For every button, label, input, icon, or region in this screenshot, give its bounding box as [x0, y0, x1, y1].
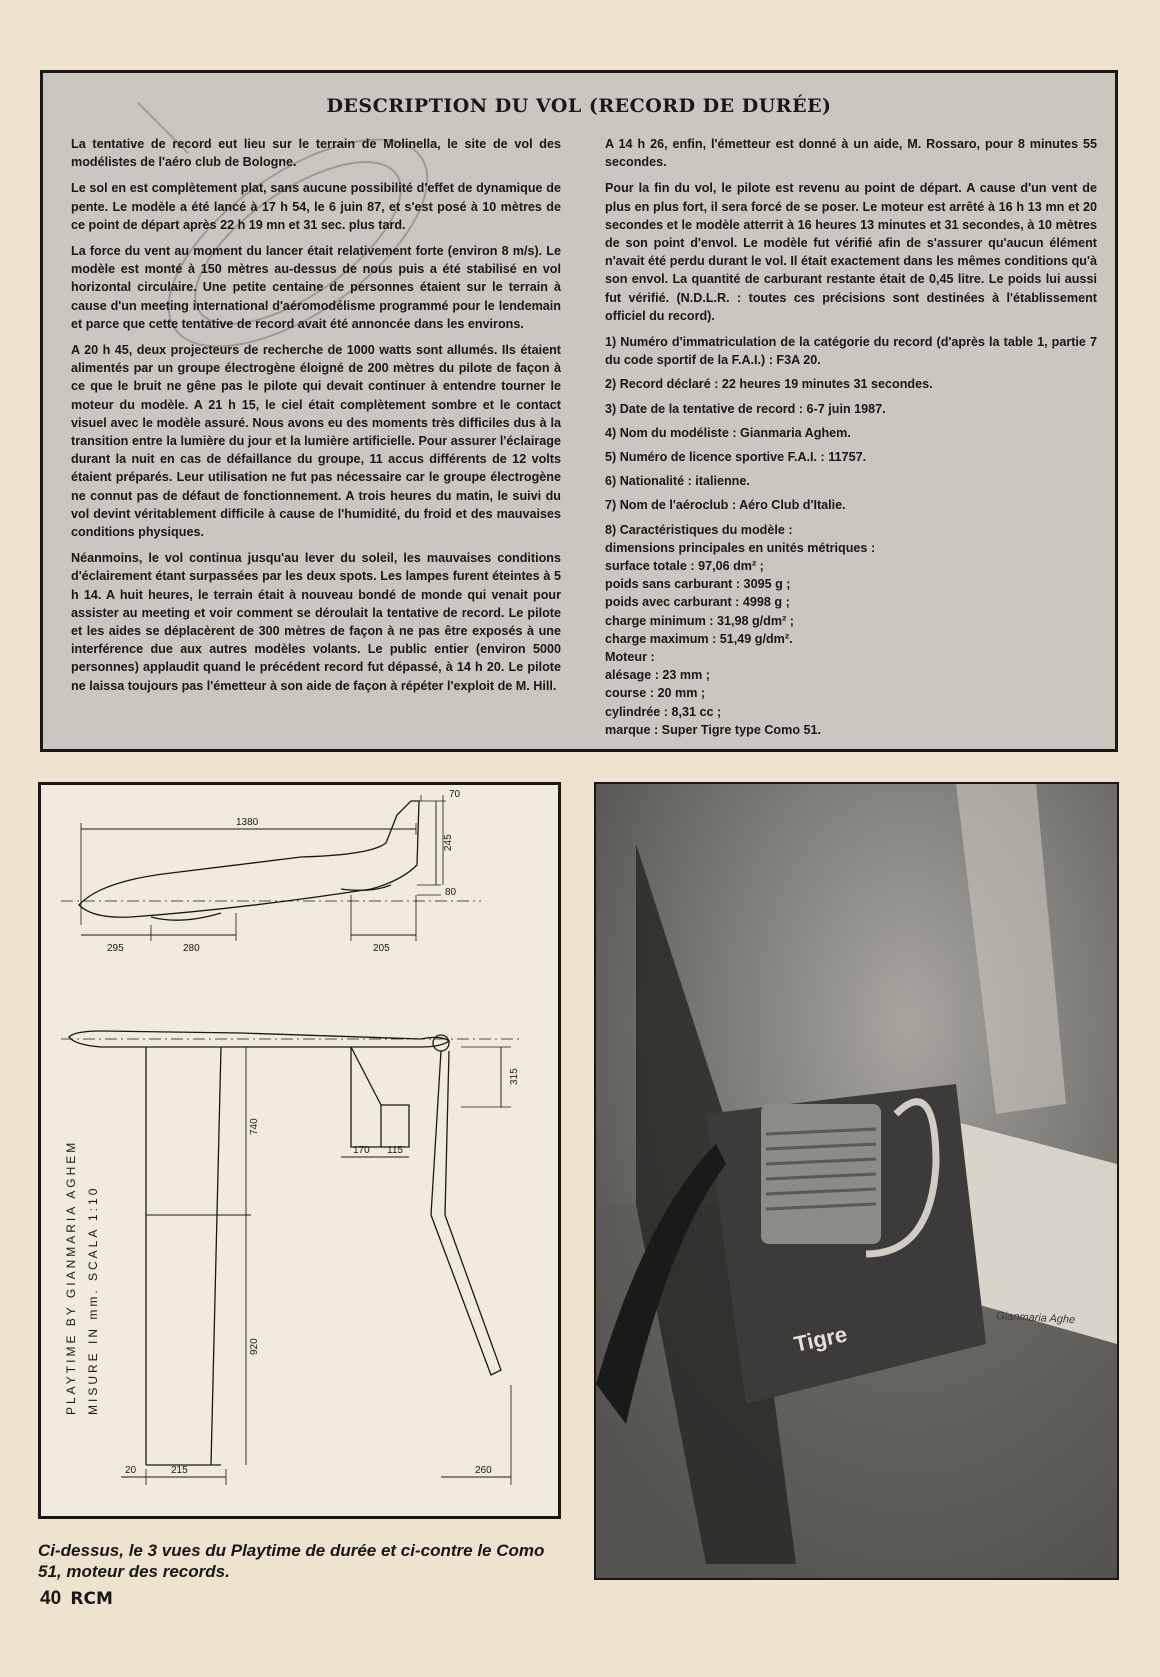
- dim-label: 20: [125, 1465, 137, 1476]
- spec-line: 8) Caractéristiques du modèle :: [605, 522, 793, 537]
- paragraph: Le sol en est complètement plat, sans aucune possibilité d'effet de dynamique de pente. Le modèle a été lancé à 17 h 54, le 6 juin 87, et s'est posé à 10 mètres de ce point de départ après 22 h 19 mn et 31 sec. plus tard.: [71, 181, 561, 232]
- engine-photo: [594, 782, 1119, 1580]
- engine-label: Tigre: [791, 1321, 850, 1357]
- dim-label: 295: [107, 943, 124, 954]
- record-item: 1) Numéro d'immatriculation de la catégorie du record (d'après la table 1, partie 7 du code sportif de la F.A.I.) : F3A 20.: [605, 335, 1097, 368]
- dim-label: 245: [443, 834, 454, 851]
- dim-label: 115: [387, 1145, 403, 1156]
- article-title: DESCRIPTION DU VOL (RECORD DE DURÉE): [326, 95, 832, 117]
- spec-line: course : 20 mm ;: [605, 686, 706, 701]
- drawing-credit: PLAYTIME BY GIANMARIA AGHEM: [64, 1139, 78, 1415]
- spec-line: poids avec carburant : 4998 g ;: [605, 595, 790, 610]
- dim-label: 205: [373, 943, 390, 954]
- paragraph: La tentative de record eut lieu sur le terrain de Molinella, le site de vol des modélistes de l'aéro club de Bologne.: [71, 137, 561, 170]
- spec-line: surface totale : 97,06 dm² ;: [605, 559, 764, 574]
- spec-list: [605, 521, 1097, 739]
- paragraph: La force du vent au moment du lancer était relativement forte (environ 8 m/s). Le modèle est monté à 150 mètres au-dessus de nous puis a été stabilisé en vol horizontal circulaire. Une petite centaine de personnes étaient sur le terrain à cause d'un meeting international d'aéromodélisme programmé pour le lendemain et parce que cette tentative de record avait été annoncée dans les environs.: [71, 244, 561, 331]
- spec-line: poids sans carburant : 3095 g ;: [605, 577, 791, 592]
- record-item: 6) Nationalité : italienne.: [605, 474, 750, 489]
- record-item: 2) Record déclaré : 22 heures 19 minutes 31 secondes.: [605, 377, 933, 392]
- dim-label: 280: [183, 943, 200, 954]
- dim-length: 1380: [236, 817, 259, 828]
- record-item: 4) Nom du modéliste : Gianmaria Aghem.: [605, 425, 851, 440]
- left-column: [71, 135, 561, 703]
- dim-label: 740: [249, 1118, 260, 1135]
- paragraph: Pour la fin du vol, le pilote est revenu au point de départ. A cause d'un vent de plus en plus fort, il sera forcé de se poser. Le moteur est arrêté à 16 h 13 mn et 20 secondes et le modèle atterrit à 16 heures 13 minutes et 31 secondes, à 10 mètres de son point d'envol. Le modèle fut vérifié afin de s'assurer qu'aucun élément n'avait été perdu durant le vol. Il était exactement dans les mêmes conditions qu'à son envol. La quantité de carburant restante était de 0,45 litre. Le poids lui aussi fut vérifié. (N.D.L.R. : toutes ces précisions sont destinées à l'établissement officiel du record).: [605, 181, 1097, 323]
- paragraph: A 14 h 26, enfin, l'émetteur est donné à un aide, M. Rossaro, pour 8 minutes 55 secondes.: [605, 137, 1097, 170]
- paragraph: Néanmoins, le vol continua jusqu'au lever du soleil, les mauvaises conditions d'éclairement étant surpassées par les deux spots. Les lampes furent éteintes à 5 h 14. A huit heures, le terrain était à nouveau bondé de monde qui venait pour assister au meeting et voir comment se déroulait la tentative de record. Le pilote et les aides se déplacèrent de 300 mètres de façon à ne pas être exposés à une interférence due aux autres modèles volants. Le public entier (environ 5000 personnes) applaudit quand le précédent record fut dépassé, à 14 h 20. Le pilote ne laissa toujours pas l'émetteur à son aide de façon à répéter l'exploit de M. Hill.: [71, 551, 561, 693]
- dim-label: 170: [353, 1145, 370, 1156]
- dim-label: 260: [475, 1465, 492, 1476]
- dim-label: 215: [171, 1465, 188, 1476]
- page-footer: [40, 1588, 113, 1610]
- paragraph: A 20 h 45, deux projecteurs de recherche de 1000 watts sont allumés. Ils étaient alimentés par un groupe électrogène éloigné de 200 mètres du pilote de façon à ce que le bruit ne gêne pas le pilote qui devait continuer à entendre tourner le moteur du modèle. A 21 h 15, le ciel était complètement sombre et le contact visuel avec le modèle assuré. Nous avons eu des moments très difficiles dus à la transition entre la lumière du jour et la lumière artificielle. Pour assurer l'éclairage durant la nuit en cas de défaillance du groupe, 11 accus différents de 12 volts étaient préparés. Leur utilisation ne fut pas nécessaire car le groupe électrogène ne connut pas de défaut de fonctionnement. A trois heures du matin, le suivi du vol devint véritablement difficile à cause de l'humidité, du froid et des mauvaises conditions physiques.: [71, 343, 561, 540]
- spec-line: Moteur :: [605, 650, 655, 665]
- magazine-logo: RCM: [70, 1589, 113, 1609]
- spec-line: charge minimum : 31,98 g/dm² ;: [605, 613, 794, 628]
- dim-label: 80: [445, 887, 457, 898]
- spec-line: marque : Super Tigre type Como 51.: [605, 722, 822, 737]
- record-item: 7) Nom de l'aéroclub : Aéro Club d'Italie.: [605, 498, 846, 513]
- spec-line: dimensions principales en unités métriques :: [605, 540, 876, 555]
- figure-caption: Ci-dessus, le 3 vues du Playtime de durée et ci-contre le Como 51, moteur des records.: [38, 1541, 545, 1581]
- spec-line: cylindrée : 8,31 cc ;: [605, 704, 722, 719]
- wing-label: Gianmaria Aghe: [995, 1310, 1076, 1327]
- page-number: 40: [40, 1588, 62, 1609]
- record-item: 5) Numéro de licence sportive F.A.I. : 11757.: [605, 450, 867, 465]
- engine-photo-image: [596, 784, 1117, 1578]
- dim-label: 920: [249, 1338, 260, 1355]
- dim-label: 315: [509, 1068, 520, 1085]
- record-item: 3) Date de la tentative de record : 6-7 juin 1987.: [605, 401, 886, 416]
- spec-line: alésage : 23 mm ;: [605, 668, 710, 683]
- right-column: [605, 135, 1097, 739]
- dim-label: 70: [449, 789, 461, 800]
- technical-drawing: [38, 782, 561, 1519]
- article-box: [40, 70, 1118, 752]
- three-view-plan: [41, 785, 558, 1516]
- spec-line: charge maximum : 51,49 g/dm².: [605, 631, 793, 646]
- drawing-scale: MISURE IN mm. SCALA 1:10: [86, 1185, 100, 1415]
